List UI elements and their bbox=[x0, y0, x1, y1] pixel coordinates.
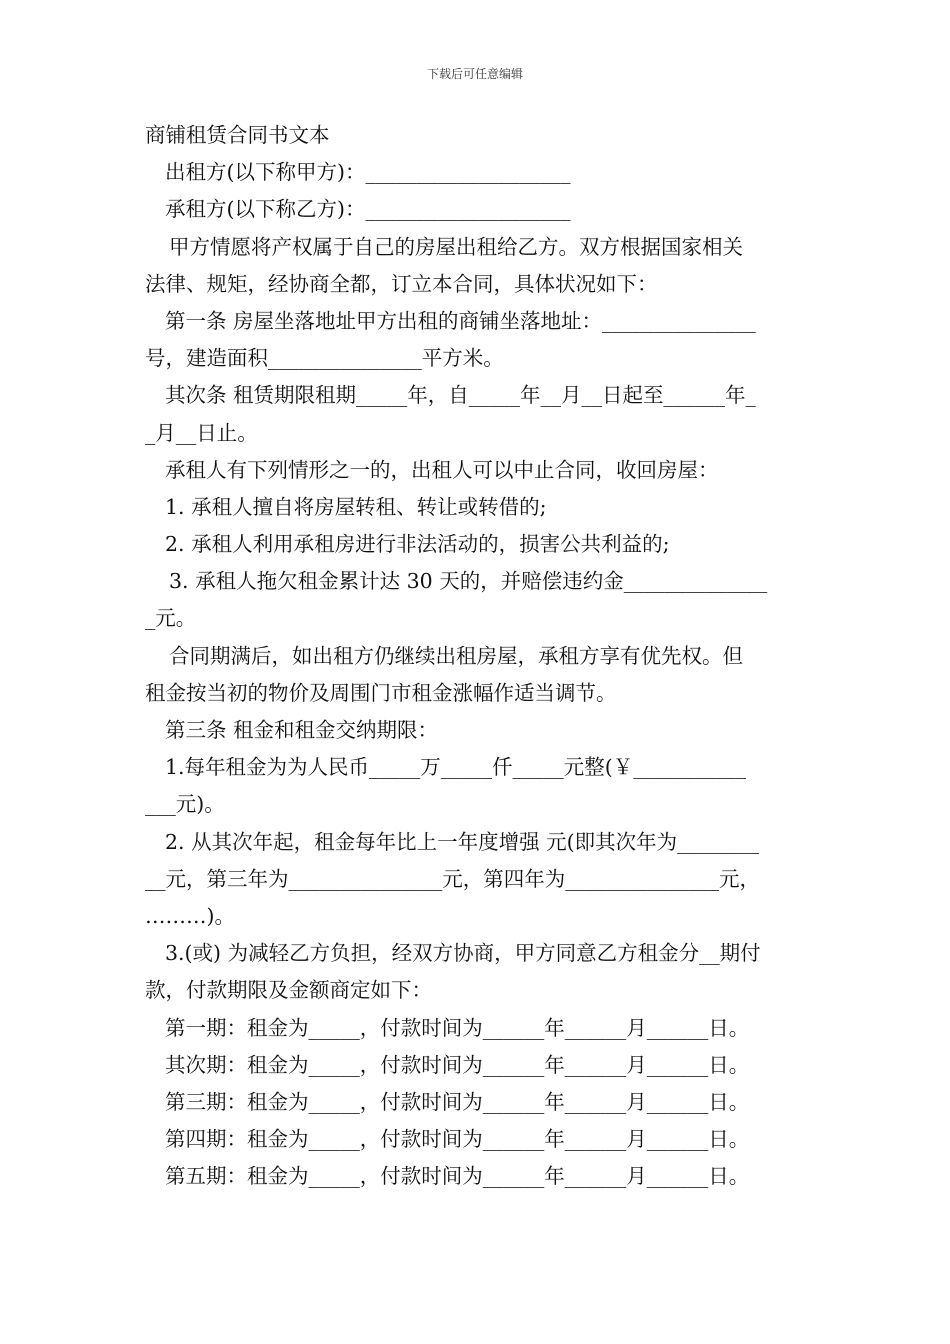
document-line: 甲方情愿将产权属于自己的房屋出租给乙方。双方根据国家相关 bbox=[169, 234, 743, 259]
document-line: 合同期满后，如出租方仍继续出租房屋，承租方享有优先权。但 bbox=[169, 643, 743, 668]
document-title: 商铺租赁合同书文本 bbox=[145, 123, 330, 147]
document-line: 2. 从其次年起，租金每年比上一年度增强 元(即其次年为________ bbox=[165, 829, 760, 854]
document-body bbox=[145, 117, 817, 1195]
document-line: 号，建造面积_______________平方米。 bbox=[145, 346, 504, 371]
document-line: 款，付款期限及金额商定如下： bbox=[145, 978, 432, 1003]
document-line: ___元)。 bbox=[145, 792, 225, 817]
document-line: 1. 承租人擅自将房屋转租、转让或转借的; bbox=[165, 494, 547, 519]
document-line: 3. 承租人拖欠租金累计达 30 天的，并赔偿违约金______________ bbox=[169, 569, 768, 594]
header-note: 下载后可任意编辑 bbox=[426, 67, 523, 81]
document-line: __元，第三年为_______________元，第四年为_______________元， bbox=[145, 866, 760, 891]
document-line: 其次条 租赁期限租期_____年，自_____年__月__日起至______年_ bbox=[165, 383, 756, 408]
document-line: 承租方(以下称乙方)：____________________ bbox=[165, 197, 571, 222]
document-line: ………)。 bbox=[145, 903, 235, 928]
document-line: _月__日止。 bbox=[145, 420, 258, 445]
document-line: 租金按当初的物价及周围门市租金涨幅作适当调节。 bbox=[145, 680, 617, 705]
document-line: 第一条 房屋坐落地址甲方出租的商铺坐落地址：_______________ bbox=[165, 308, 756, 333]
document-line: 2. 承租人利用承租房进行非法活动的，损害公共利益的; bbox=[165, 532, 670, 557]
document-line: 第三期：租金为_____，付款时间为______年______月______日。 bbox=[165, 1089, 750, 1114]
document-line: 法律、规矩，经协商全都，订立本合同，具体状况如下： bbox=[145, 271, 658, 296]
document-line: 其次期：租金为_____，付款时间为______年______月______日。 bbox=[165, 1052, 750, 1077]
document-line: 1.每年租金为为人民币_____万_____仟_____元整(￥___________ bbox=[165, 755, 747, 780]
document-line: 第一期：租金为_____，付款时间为______年______月______日。 bbox=[165, 1015, 750, 1040]
document-line: _元。 bbox=[145, 606, 197, 631]
document-line: 第五期：租金为_____，付款时间为______年______月______日。 bbox=[165, 1164, 750, 1189]
document-line: 第三条 租金和租金交纳期限： bbox=[165, 718, 439, 742]
document-line: 第四期：租金为_____，付款时间为______年______月______日。 bbox=[165, 1127, 750, 1152]
document-line: 3.(或) 为减轻乙方负担，经双方协商，甲方同意乙方租金分__期付 bbox=[165, 941, 761, 966]
document-line: 承租人有下列情形之一的，出租人可以中止合同，收回房屋： bbox=[165, 457, 719, 482]
document-line: 出租方(以下称甲方)：____________________ bbox=[165, 160, 571, 185]
